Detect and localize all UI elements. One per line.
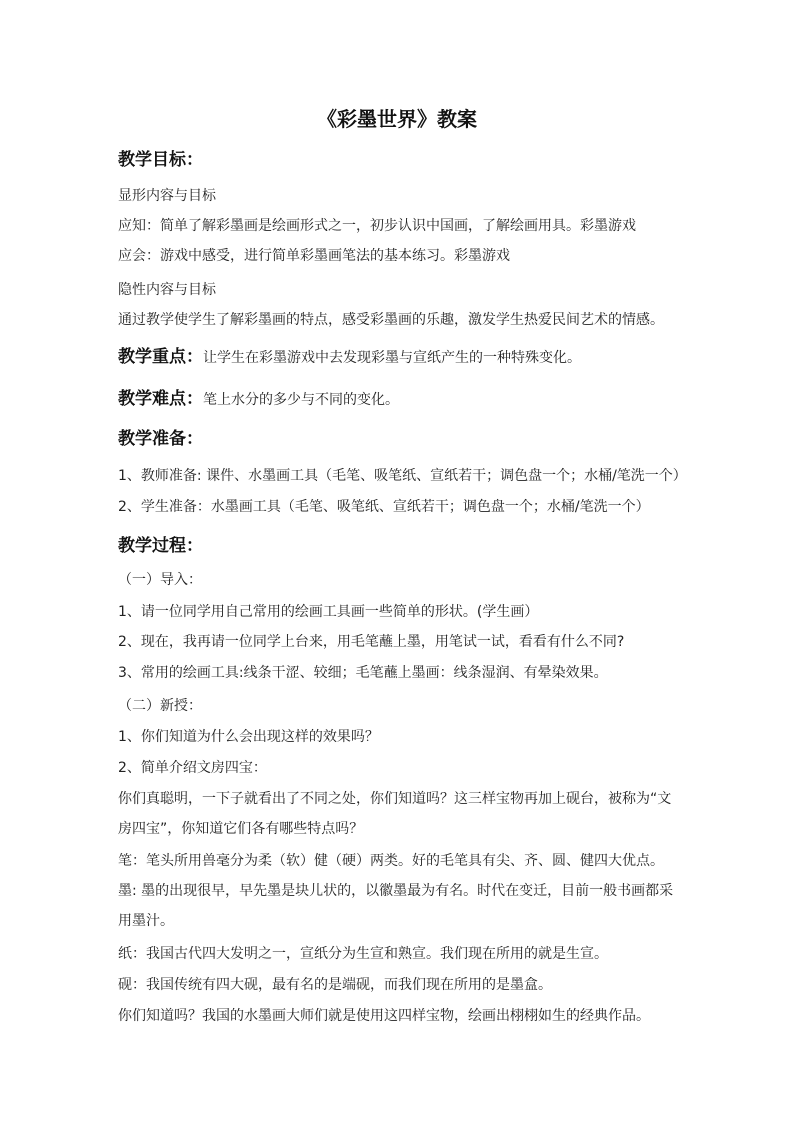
process-line: 墨: 墨的出现很早，早先墨是块儿状的，以徽墨最为有名。时代在变迁，目前一般书画都采 xyxy=(118,883,674,899)
process-line: 纸：我国古代四大发明之一，宣纸分为生宣和熟宣。我们现在所用的就是生宣。 xyxy=(118,946,608,962)
process-line: 3、常用的绘画工具:线条干涩、较细；毛笔蘸上墨画：线条湿润、有晕染效果。 xyxy=(118,665,608,681)
objectives-line: 显形内容与目标 xyxy=(118,188,216,204)
process-heading: 教学过程： xyxy=(118,536,203,556)
process-line: 你们知道吗？我国的水墨画大师们就是使用这四样宝物，绘画出栩栩如生的经典作品。 xyxy=(118,1008,650,1024)
key-point-label: 教学重点： xyxy=(118,347,203,367)
process-line: （二）新授： xyxy=(118,698,202,714)
objectives-line: 应会：游戏中感受，进行简单彩墨画笔法的基本练习。彩墨游戏 xyxy=(118,248,510,264)
process-line: 用墨汁。 xyxy=(118,913,174,929)
difficulty-text: 笔上水分的多少与不同的变化。 xyxy=(203,392,399,408)
process-line: 2、现在，我再请一位同学上台来，用毛笔蘸上墨，用笔试一试，看看有什么不同? xyxy=(118,634,625,650)
difficulty xyxy=(118,387,399,412)
process-line: 笔：笔头所用兽毫分为柔（软）健（硬）两类。好的毛笔具有尖、齐、圆、健四大优点。 xyxy=(118,853,664,869)
preparation-heading: 教学准备： xyxy=(118,429,203,449)
key-point-text: 让学生在彩墨游戏中去发现彩墨与宣纸产生的一种特殊变化。 xyxy=(203,350,581,366)
process-line: 1、请一位同学用自己常用的绘画工具画一些简单的形状。(学生画） xyxy=(118,604,539,620)
process-line: 砚：我国传统有四大砚，最有名的是端砚，而我们现在所用的是墨盒。 xyxy=(118,977,552,993)
process-line: （一）导入： xyxy=(118,572,202,588)
process-line: 2、简单介绍文房四宝： xyxy=(118,760,267,776)
preparation-line: 2、学生准备：水墨画工具（毛笔、吸笔纸、宣纸若干；调色盘一个；水桶/笔洗一个） xyxy=(118,499,650,515)
preparation-line: 1、教师准备: 课件、水墨画工具（毛笔、吸笔纸、宣纸若干；调色盘一个；水桶/笔洗一个） xyxy=(118,468,687,484)
process-line: 1、你们知道为什么会出现这样的效果吗？ xyxy=(118,729,379,745)
objectives-line: 隐性内容与目标 xyxy=(118,282,216,298)
objectives-line: 应知：简单了解彩墨画是绘画形式之一，初步认识中国画，了解绘画用具。彩墨游戏 xyxy=(118,218,636,234)
process-line: 房四宝”，你知道它们各有哪些特点吗？ xyxy=(118,821,364,837)
objectives-line: 通过教学使学生了解彩墨画的特点，感受彩墨画的乐趣，激发学生热爱民间艺术的情感。 xyxy=(118,312,664,328)
process-line: 你们真聪明，一下子就看出了不同之处，你们知道吗？这三样宝物再加上砚台，被称为“文 xyxy=(118,791,672,807)
document-title: 《彩墨世界》教案 xyxy=(317,107,477,131)
difficulty-label: 教学难点： xyxy=(118,389,203,409)
objectives-heading: 教学目标： xyxy=(118,150,203,170)
key-point xyxy=(118,345,581,370)
